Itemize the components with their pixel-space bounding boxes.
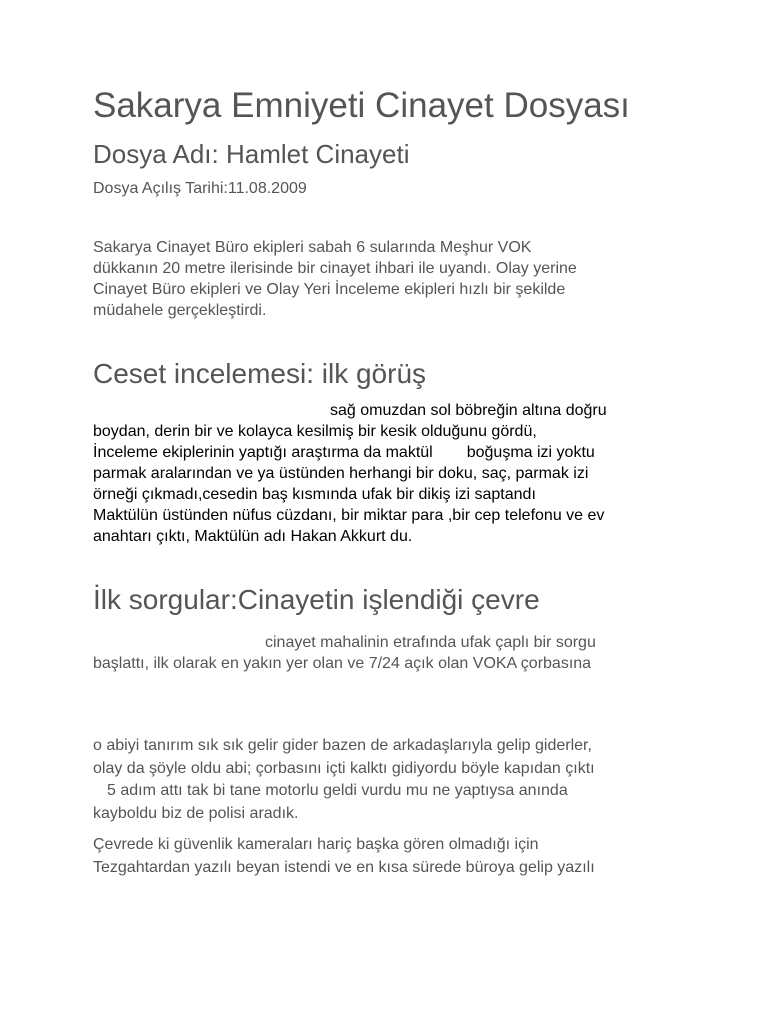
paragraph-line: kayboldu biz de polisi aradık. <box>93 804 299 822</box>
opening-date: Dosya Açılış Tarihi:11.08.2009 <box>93 180 307 197</box>
paragraph-line: anahtarı çıktı, Maktülün adı Hakan Akkurt du. <box>93 528 413 545</box>
paragraph-line: boydan, derin bir ve kolayca kesilmiş bir kesik olduğunu gördü, <box>93 423 537 440</box>
paragraph-line: örneği çıkmadı,cesedin baş kısmında ufak bir dikiş izi saptandı <box>93 486 536 503</box>
paragraph-line: Çevrede ki güvenlik kameraları hariç başka gören olmadığı için <box>93 836 539 853</box>
paragraph-line: parmak aralarından ve ya üstünden herhangi bir doku, saç, parmak izi <box>93 465 589 482</box>
paragraph-line: Maktülün üstünden nüfus cüzdanı, bir miktar para ,bir cep telefonu ve ev <box>93 507 605 524</box>
paragraph-line-part: İnceleme ekiplerinin yaptığı araştırma da maktül <box>93 444 433 461</box>
paragraph-line: olay da şöyle oldu abi; çorbasını içti kalktı gidiyordu böyle kapıdan çıktı <box>93 759 595 777</box>
paragraph-line: müdahele gerçekleştirdi. <box>93 302 267 319</box>
section-heading-body-inspection: Ceset incelemesi: ilk görüş <box>93 358 427 389</box>
body-inspection-paragraph <box>93 400 693 547</box>
paragraph-line: dükkanın 20 metre ilerisinde bir cinayet ihbari ile uyandı. Olay yerine <box>93 260 577 277</box>
section-heading-first-interrogations: İlk sorgular:Cinayetin işlendiği çevre <box>93 584 540 615</box>
paragraph-line: 5 adım attı tak bi tane motorlu geldi vurdu mu ne yaptıysa anında <box>107 782 568 799</box>
intro-paragraph <box>93 237 693 321</box>
paragraph-line: başlattı, ilk olarak en yakın yer olan ve 7/24 açık olan VOKA çorbasına <box>93 655 592 672</box>
paragraph-line: sağ omuzdan sol böbreğin altına doğru <box>330 402 607 419</box>
paragraph-line-part: boğuşma izi yoktu <box>466 444 595 461</box>
interrogation-paragraph <box>93 632 693 674</box>
paragraph-line <box>93 442 693 463</box>
witness-statement <box>93 735 693 825</box>
page-title: Sakarya Emniyeti Cinayet Dosyası <box>93 86 630 125</box>
closing-paragraph <box>93 834 693 879</box>
paragraph-line: Cinayet Büro ekipleri ve Olay Yeri İnceleme ekipleri hızlı bir şekilde <box>93 281 566 298</box>
paragraph-line: Tezgahtardan yazılı beyan istendi ve en kısa sürede büroya gelip yazılı <box>93 858 595 876</box>
file-name-subtitle: Dosya Adı: Hamlet Cinayeti <box>93 139 410 169</box>
paragraph-line: cinayet mahalinin etrafında ufak çaplı bir sorgu <box>265 634 596 651</box>
paragraph-line: Sakarya Cinayet Büro ekipleri sabah 6 sularında Meşhur VOK <box>93 239 532 256</box>
paragraph-line: o abiyi tanırım sık sık gelir gider bazen de arkadaşlarıyla gelip giderler, <box>93 737 592 754</box>
